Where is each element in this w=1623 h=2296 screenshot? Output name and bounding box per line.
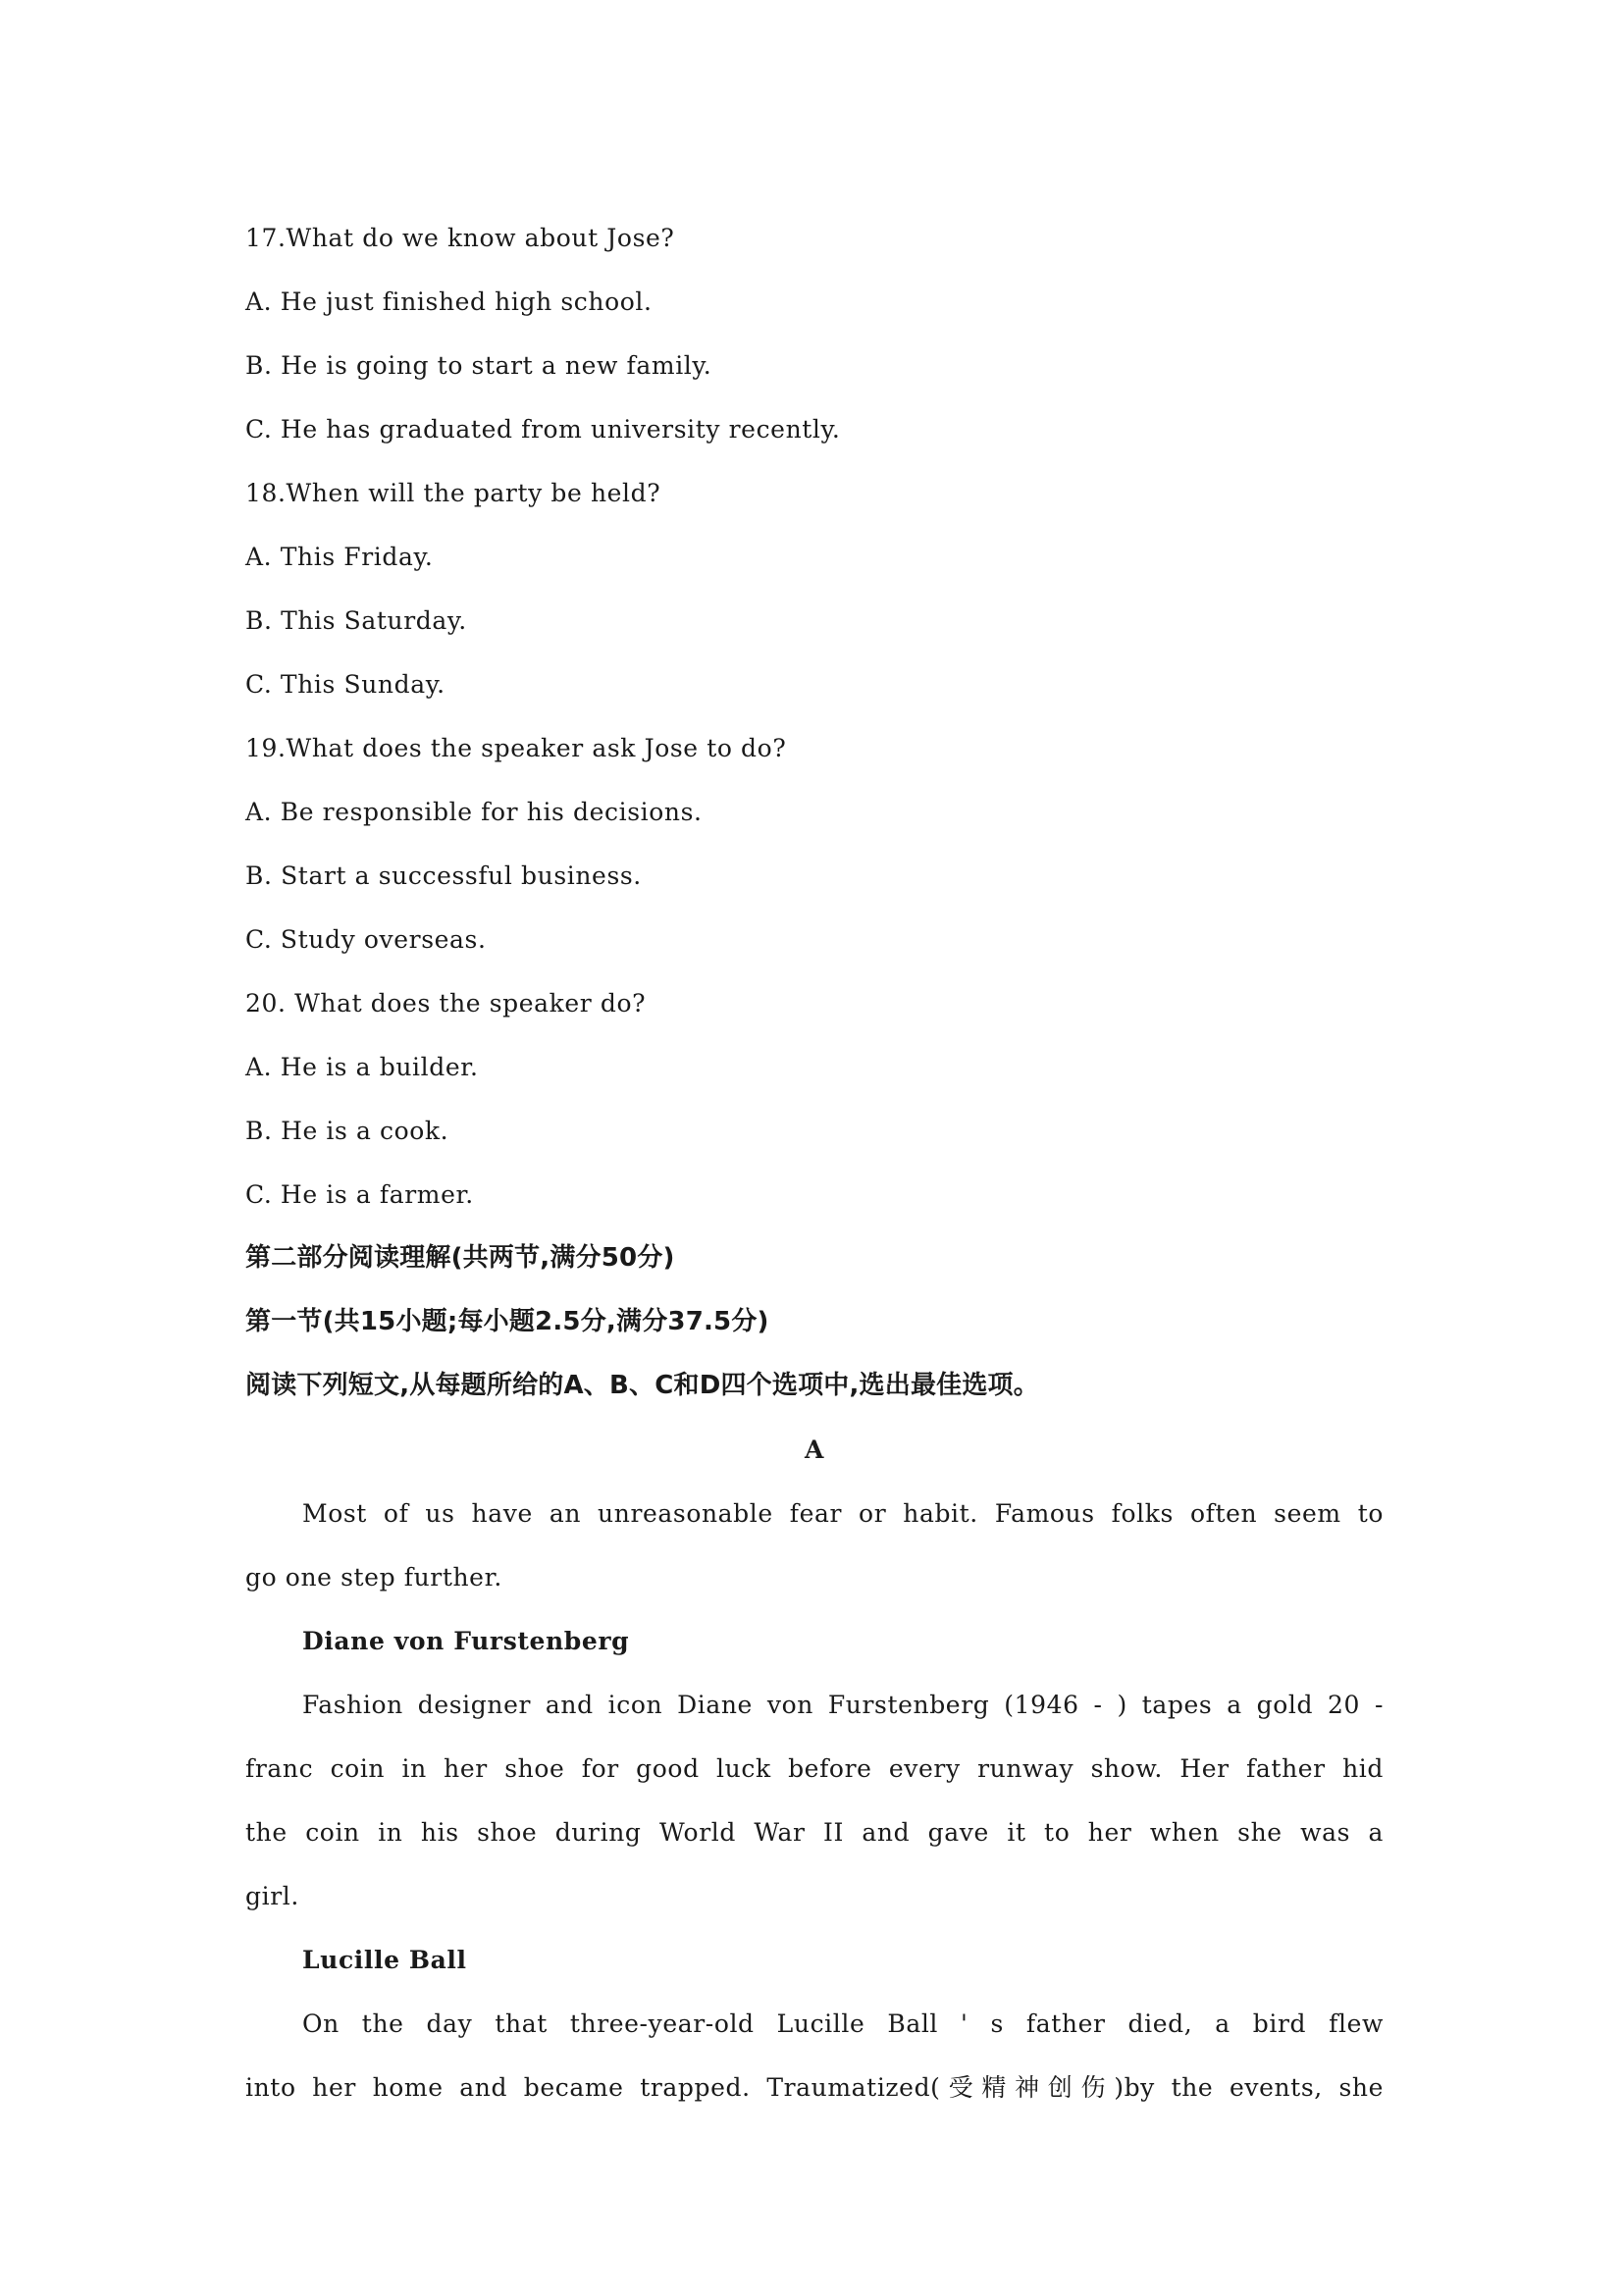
question-20-option-a: A. He is a builder. (245, 1053, 479, 1081)
question-17-option-a: A. He just finished high school. (245, 287, 653, 316)
diane-line-4: girl. (245, 1882, 299, 1910)
question-20-option-b: B. He is a cook. (245, 1117, 449, 1145)
question-18-option-c: C. This Sunday. (245, 670, 445, 699)
diane-heading: Diane von Furstenberg (302, 1627, 630, 1655)
question-18-stem: 18.When will the party be held? (245, 479, 661, 507)
question-20-stem: 20. What does the speaker do? (245, 989, 647, 1018)
question-19-option-c: C. Study overseas. (245, 925, 487, 954)
diane-line-1: Fashion designer and icon Diane von Furstenberg (1946 - ) tapes a gold 20 - (302, 1691, 1384, 1719)
lucille-line-1: On the day that three-year-old Lucille Ball ' s father died, a bird flew (302, 2009, 1384, 2038)
question-17-stem: 17.What do we know about Jose? (245, 224, 675, 252)
lucille-heading: Lucille Ball (302, 1946, 467, 1974)
question-18-option-b: B. This Saturday. (245, 606, 467, 635)
document-page (245, 206, 1384, 2119)
passage-intro-line-2: go one step further. (245, 1563, 502, 1592)
passage-intro-line-1: Most of us have an unreasonable fear or habit. Famous folks often seem to (302, 1499, 1384, 1528)
diane-line-2: franc coin in her shoe for good luck before every runway show. Her father hid (245, 1754, 1384, 1783)
question-18-option-a: A. This Friday. (245, 543, 434, 571)
question-19-stem: 19.What does the speaker ask Jose to do? (245, 734, 787, 762)
diane-line-3: the coin in his shoe during World War II and gave it to her when she was a (245, 1818, 1384, 1847)
question-20-option-c: C. He is a farmer. (245, 1180, 474, 1209)
section-instruction: 阅读下列短文,从每题所给的A、B、C和D四个选项中,选出最佳选项。 (245, 1371, 1039, 1400)
question-17-option-b: B. He is going to start a new family. (245, 351, 712, 380)
lucille-line-2: into her home and became trapped. Traumatized(受精神创伤)by the events, she (245, 2073, 1384, 2102)
question-19-option-a: A. Be responsible for his decisions. (245, 798, 703, 826)
question-17-option-c: C. He has graduated from university recently. (245, 415, 841, 444)
passage-label: A (805, 1435, 824, 1464)
section-title: 第一节(共15小题;每小题2.5分,满分37.5分) (245, 1307, 769, 1336)
part-title: 第二部分阅读理解(共两节,满分50分) (245, 1243, 675, 1273)
question-19-option-b: B. Start a successful business. (245, 861, 642, 890)
